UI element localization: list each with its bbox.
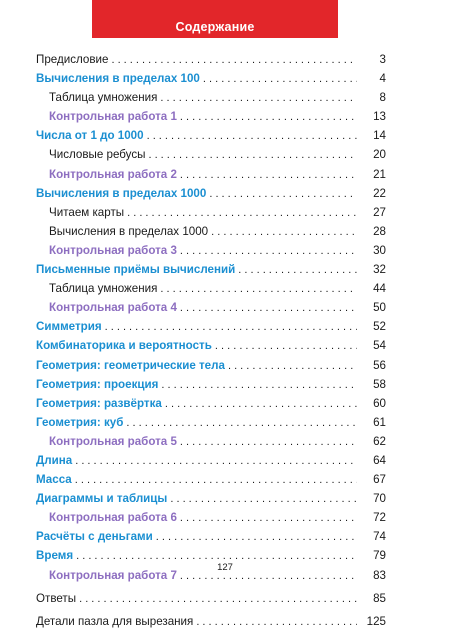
toc-entry [36,432,386,451]
toc-entry-page: 28 [373,224,386,238]
toc-entry-page: 50 [373,301,386,315]
toc-leader-dots [211,223,357,242]
toc-entry-title: Контрольная работа 3 [49,243,177,257]
toc-entry-title: Геометрия: развёртка [36,396,162,410]
toc-leader-dots [180,509,357,528]
toc-entry-page: 22 [373,186,386,200]
toc-entry-page: 56 [373,358,386,372]
toc-entry [36,184,386,203]
toc-leader-dots [180,108,357,127]
toc-leader-dots [203,70,357,89]
toc-entry-title: Расчёты с деньгами [36,530,153,544]
toc-entry [36,88,386,107]
toc-entry [36,612,386,631]
toc-entry-title: Числовые ребусы [49,148,146,162]
toc-entry-title: Таблица умножения [49,91,158,105]
toc-entry-title: Диаграммы и таблицы [36,492,168,506]
toc-leader-dots [215,337,357,356]
toc-entry-page: 70 [373,492,386,506]
toc-leader-dots [160,89,357,108]
toc-entry-title: Симметрия [36,320,102,334]
toc-entry-page: 67 [373,473,386,487]
toc-entry-title: Письменные приёмы вычислений [36,263,236,277]
toc-entry-page: 54 [373,339,386,353]
toc-entry [36,470,386,489]
toc-leader-dots [127,204,357,223]
toc-leader-dots [209,185,357,204]
toc-entry [36,203,386,222]
toc-entry-title: Время [36,549,74,563]
toc-leader-dots [75,452,357,471]
toc-entry-page: 13 [373,110,386,124]
toc-entry-title: Контрольная работа 7 [49,568,177,582]
toc-leader-dots [160,280,357,299]
toc-entry-page: 125 [366,614,386,628]
toc-entry-page: 8 [379,91,386,105]
toc-entry-page: 83 [373,568,386,582]
toc-entry-title: Геометрия: проекция [36,377,159,391]
toc-entry [36,107,386,126]
toc-leader-dots [180,433,357,452]
toc-entry [36,50,386,69]
toc-entry-title: Ответы [36,591,77,605]
toc-entry [36,489,386,508]
toc-entry-title: Числа от 1 до 1000 [36,129,144,143]
toc-leader-dots [180,166,357,185]
toc-entry-page: 3 [379,53,386,66]
toc-entry [36,126,386,145]
toc-leader-dots [180,299,357,318]
toc-entry [36,69,386,88]
toc-leader-dots [147,127,357,146]
header-banner [92,0,338,38]
toc-entry-title: Таблица умножения [49,282,158,296]
toc-entry [36,356,386,375]
toc-entry [36,527,386,546]
toc-entry-page: 52 [373,320,386,334]
toc-entry-page: 21 [373,167,386,181]
toc-entry-title: Контрольная работа 2 [49,167,177,181]
toc-entry-title: Читаем карты [49,205,125,219]
toc-entry-title: Контрольная работа 1 [49,110,177,124]
toc-leader-dots [196,613,357,632]
toc-entry-title: Вычисления в пределах 1000 [36,186,207,200]
toc-entry [36,222,386,241]
toc-entry-page: 32 [373,263,386,277]
toc-leader-dots [228,357,357,376]
toc-entry-title: Предисловие [36,53,109,66]
page-number: 127 [217,562,233,573]
toc-entry [36,260,386,279]
toc-entry-page: 60 [373,396,386,410]
toc-entry [36,375,386,394]
toc-entry-title: Вычисления в пределах 1000 [49,224,209,238]
toc-entry-title: Контрольная работа 5 [49,434,177,448]
toc-entry [36,145,386,164]
toc-leader-dots [75,471,357,490]
toc-entry-page: 58 [373,377,386,391]
toc-entry-page: 44 [373,282,386,296]
toc-entry-title: Масса [36,473,72,487]
toc-entry [36,394,386,413]
toc-entry-page: 20 [373,148,386,162]
toc-entry-title: Контрольная работа 4 [49,301,177,315]
toc-entry [36,298,386,317]
toc-leader-dots [156,528,357,547]
toc-leader-dots [148,146,357,165]
toc-entry-page: 27 [373,205,386,219]
toc-entry-page: 62 [373,434,386,448]
table-of-contents [36,50,386,631]
toc-entry-title: Детали пазла для вырезания [36,614,194,628]
toc-entry [36,413,386,432]
toc-entry-title: Геометрия: куб [36,415,124,429]
toc-entry-page: 4 [379,72,386,86]
toc-entry-title: Комбинаторика и вероятность [36,339,212,353]
toc-entry [36,336,386,355]
toc-entry-page: 85 [373,591,386,605]
toc-entry-title: Вычисления в пределах 100 [36,72,200,86]
toc-entry [36,165,386,184]
toc-entry-title: Контрольная работа 6 [49,511,177,525]
toc-entry-title: Геометрия: геометрические тела [36,358,225,372]
toc-leader-dots [111,51,357,70]
toc-leader-dots [105,318,357,337]
toc-entry-page: 61 [373,415,386,429]
toc-leader-dots [170,490,357,509]
toc-entry [36,451,386,470]
toc-entry-page: 14 [373,129,386,143]
page-title: Содержание [175,20,255,34]
toc-entry [36,241,386,260]
toc-entry [36,317,386,336]
toc-leader-dots [161,376,357,395]
toc-entry-title: Длина [36,453,73,467]
toc-entry-page: 72 [373,511,386,525]
toc-entry-page: 64 [373,453,386,467]
toc-entry [36,508,386,527]
toc-leader-dots [126,414,357,433]
toc-entry [36,589,386,608]
toc-entry [36,279,386,298]
toc-entry-page: 30 [373,243,386,257]
toc-leader-dots [180,242,357,261]
toc-leader-dots [238,261,357,280]
toc-entry-page: 79 [373,549,386,563]
toc-leader-dots [79,590,357,609]
toc-entry-page: 74 [373,530,386,544]
toc-leader-dots [165,395,357,414]
